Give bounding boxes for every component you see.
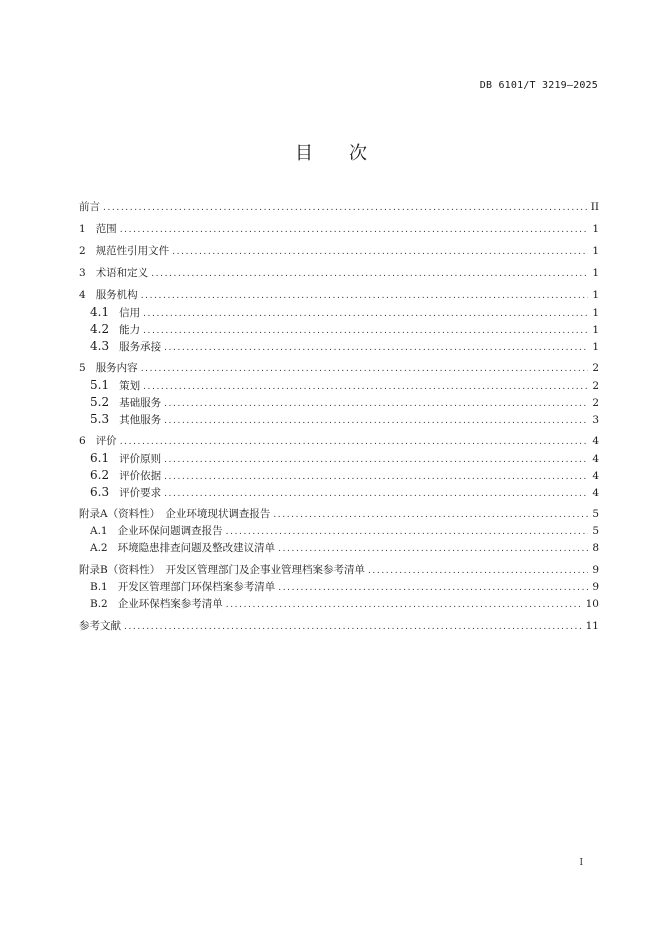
toc-entry-number: 4.3 (90, 339, 110, 353)
toc-entry-page: 1 (592, 341, 599, 353)
toc-entry-page: 1 (592, 324, 599, 336)
dot-leader (143, 306, 588, 323)
document-code: DB 6101/T 3219—2025 (479, 80, 598, 91)
toc-entry-label: 术语和定义 (95, 267, 149, 279)
toc-entry-page: 4 (592, 435, 599, 447)
dot-leader (124, 619, 583, 636)
toc-entry-number: 2 (79, 245, 86, 257)
toc-entry-label: 附录A（资料性） 企业环境现状调查报告 (79, 508, 271, 520)
dot-leader (368, 563, 588, 580)
toc-entry-number: 4.2 (90, 322, 110, 336)
toc-entry-label: 服务承接 (119, 341, 162, 353)
toc-entry-annex-b[interactable] (79, 562, 599, 579)
toc-entry-page: 8 (592, 542, 599, 554)
toc-entry-page: II (590, 201, 599, 213)
toc-entry-number: 6 (79, 435, 86, 447)
toc-entry-page: 3 (592, 414, 599, 426)
toc-entry-label: 信用 (119, 307, 141, 319)
toc-entry-label: 能力 (119, 324, 141, 336)
dot-leader (120, 434, 588, 451)
toc-entry-label: 基础服务 (119, 397, 162, 409)
dot-leader (120, 222, 588, 239)
toc-entry-label: 参考文献 (79, 620, 121, 632)
toc-entry-evaluation-basis[interactable] (79, 467, 599, 484)
toc-entry-page: 4 (592, 470, 599, 482)
page-title: 目次 (295, 143, 403, 164)
dot-leader (164, 340, 588, 357)
toc-entry-label: 其他服务 (119, 414, 162, 426)
dot-leader (226, 597, 583, 614)
toc-entry-label: 企业环保问题调查报告 (117, 525, 223, 537)
toc-entry-page: 5 (592, 508, 599, 520)
toc-entry-annex-a[interactable] (79, 506, 599, 523)
toc-entry-number: 1 (79, 223, 86, 235)
toc-entry-annex-a1[interactable] (79, 523, 599, 540)
toc-entry-number: 3 (79, 267, 86, 279)
toc-entry-number: 4.1 (90, 305, 110, 319)
toc-entry-evaluation-requirements[interactable] (79, 484, 599, 501)
dot-leader (172, 244, 588, 261)
toc-entry-page: 9 (592, 564, 599, 576)
toc-entry-other-services[interactable] (79, 411, 599, 428)
toc-entry-number: 6.1 (90, 451, 110, 465)
toc-entry-label: 规范性引用文件 (95, 245, 170, 257)
page-number: I (579, 858, 583, 868)
dot-leader (143, 379, 588, 396)
toc-entry-number: 6.3 (90, 485, 110, 499)
dot-leader (164, 413, 588, 430)
toc-entry-label: 服务机构 (95, 289, 138, 301)
dot-leader (164, 396, 588, 413)
toc-entry-page: 9 (592, 581, 599, 593)
toc-entry-label: 评价要求 (119, 487, 162, 499)
toc-entry-credit[interactable] (79, 304, 599, 321)
toc-entry-number: 5 (79, 362, 86, 374)
toc-entry-service-agency[interactable] (79, 287, 599, 304)
toc-entry-terms-definitions[interactable] (79, 265, 599, 282)
toc-entry-normative-references[interactable] (79, 243, 599, 260)
dot-leader (164, 452, 588, 469)
toc-entry-capability[interactable] (79, 321, 599, 338)
dot-leader (278, 541, 588, 558)
dot-leader (151, 266, 588, 283)
toc-entry-page: 1 (592, 267, 599, 279)
toc-entry-planning[interactable] (79, 377, 599, 394)
toc-entry-page: 2 (592, 380, 599, 392)
toc-entry-page: 1 (592, 245, 599, 257)
toc-entry-page: 4 (592, 487, 599, 499)
toc-entry-number: 5.3 (90, 412, 110, 426)
toc-entry-page: 1 (592, 289, 599, 301)
toc-entry-page: 10 (585, 598, 599, 610)
toc-entry-label: 附录B（资料性） 开发区管理部门及企事业管理档案参考清单 (79, 564, 365, 576)
toc-entry-scope[interactable] (79, 221, 599, 238)
dot-leader (103, 200, 588, 217)
toc-entry-label: 评价依据 (119, 470, 162, 482)
toc-entry-label: 范围 (95, 223, 117, 235)
toc-entry-number: A.2 (90, 542, 108, 554)
toc-entry-annex-a2[interactable] (79, 540, 599, 557)
dot-leader (278, 580, 588, 597)
toc-entry-label: 开发区管理部门环保档案参考清单 (117, 581, 276, 593)
toc-entry-page: 2 (592, 362, 599, 374)
toc-entry-number: A.1 (90, 525, 108, 537)
toc-entry-number: 5.2 (90, 395, 110, 409)
dot-leader (141, 288, 588, 305)
toc-entry-label: 前言 (79, 201, 100, 213)
toc-entry-label: 环境隐患排查问题及整改建议清单 (117, 542, 276, 554)
dot-leader (164, 486, 588, 503)
toc-entry-label: 策划 (119, 380, 141, 392)
toc-entry-page: 4 (592, 453, 599, 465)
toc-entry-label: 评价原则 (119, 453, 162, 465)
toc-entry-number: B.1 (90, 581, 108, 593)
toc-entry-evaluation[interactable] (79, 433, 599, 450)
dot-leader (273, 507, 588, 524)
toc-entry-bibliography[interactable] (79, 618, 599, 635)
dot-leader (226, 524, 588, 541)
toc-entry-label: 评价 (95, 435, 117, 447)
toc-entry-label: 企业环保档案参考清单 (117, 598, 223, 610)
dot-leader (164, 469, 588, 486)
dot-leader (143, 323, 588, 340)
toc-entry-number: 6.2 (90, 468, 110, 482)
toc-entry-annex-b2[interactable] (79, 596, 599, 613)
toc-entry-number: 4 (79, 289, 86, 301)
toc-entry-evaluation-principles[interactable] (79, 450, 599, 467)
dot-leader (141, 361, 588, 378)
toc-entry-basic-services[interactable] (79, 394, 599, 411)
toc-entry-number: 5.1 (90, 378, 110, 392)
toc-entry-page: 5 (592, 525, 599, 537)
toc-entry-label: 服务内容 (95, 362, 138, 374)
toc-entry-number: B.2 (90, 598, 108, 610)
toc-entry-page: 1 (592, 223, 599, 235)
table-of-contents (79, 199, 599, 635)
toc-entry-page: 1 (592, 307, 599, 319)
toc-entry-foreword[interactable] (79, 199, 599, 216)
toc-entry-service-content[interactable] (79, 360, 599, 377)
toc-entry-page: 11 (585, 620, 599, 632)
toc-entry-page: 2 (592, 397, 599, 409)
toc-entry-annex-b1[interactable] (79, 579, 599, 596)
toc-entry-service-undertaking[interactable] (79, 338, 599, 355)
